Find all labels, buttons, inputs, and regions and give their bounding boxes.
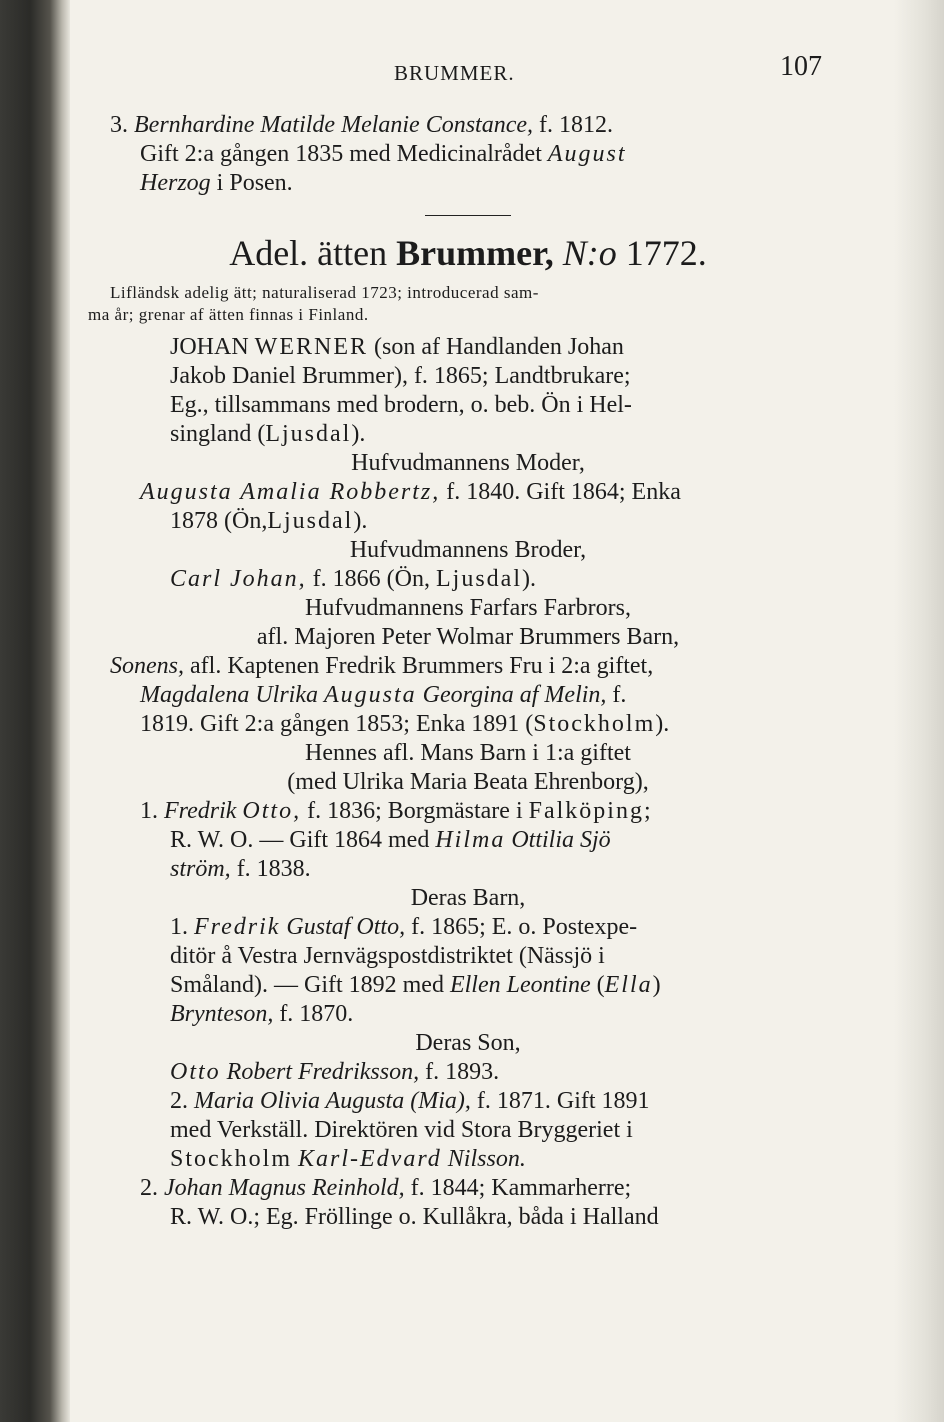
entry-text: ). [522,566,536,592]
person-name: Ellen Leontine [449,972,591,998]
person-name: Augusta Amalia Robbertz, [140,479,441,505]
entry-text: f. 1838. [236,856,311,882]
entry-text: Gift 2:a gången 1835 med Medicinalrådet [140,141,542,167]
subheading: (med Ulrika Maria Beata Ehrenborg), [287,769,649,795]
person-name: Nilsson. [447,1146,526,1172]
entry-text: ). [351,421,366,447]
person-name: Fredrik [164,798,237,824]
entry-line [110,1144,826,1173]
entry-line [110,854,826,883]
entry-bernhardine [110,110,826,197]
entry-line: R. W. O.; Eg. Fröllinge o. Kullåkra, båda i Halland [170,1204,659,1230]
person-name: Brynteson, [170,1001,274,1027]
title-text: N:o [562,233,617,273]
entry-text: (son af Handlanden Johan [374,334,624,360]
entry-text: singland ( [170,421,266,447]
person-name: Augusta [323,682,417,708]
entry-text: JOHAN [170,334,249,360]
entry-line [110,709,826,738]
entry-text: f. 1836; Borgmästare i [307,798,523,824]
entry-number: 2. [140,1175,158,1201]
subheading: Hufvudmannens Moder, [351,450,585,476]
entry-maria-olivia [110,1086,826,1173]
subheading: Hennes afl. Mans Barn i 1:a giftet [305,740,631,766]
entry-line [110,651,826,680]
entry-fredrik-gustaf [110,912,826,1028]
entry-text: f. 1844; Kammarherre; [410,1175,632,1201]
entry-line [110,477,826,506]
entry-text: f. 1865; E. o. Postexpe- [411,914,638,940]
page-number: 107 [780,51,822,82]
entry-text: f. 1812. [539,112,614,138]
entry-line [110,419,826,448]
person-name: Bernhardine Matilde Melanie Constance, [134,112,534,138]
person-name: August [547,141,627,167]
person-name: WERNER [254,334,368,360]
entry-text: ). [353,508,368,534]
entry-text: ) [652,972,661,998]
page-header [110,52,826,92]
entry-text: 1878 (Ön, [170,508,268,534]
entry-text: f. 1840. Gift 1864; Enka [446,479,681,505]
subheading: afl. Majoren Peter Wolmar Brummers Barn, [256,624,680,650]
entry-line [110,168,826,197]
entry-line [110,999,826,1028]
section-description: Lifländsk adelig ätt; naturaliserad 1723; introducerad sam- [110,283,539,302]
person-name: Ottilia Sjö [511,827,611,853]
entry-fredrik-otto [110,796,826,883]
place-name: Stockholm [170,1146,293,1172]
entry-line [110,1086,826,1115]
entry-line [110,796,826,825]
entry-text: f. 1866 (Ön, [312,566,430,592]
place-name: Ljusdal [265,421,352,447]
person-name: Ella [604,972,653,998]
person-name: Herzog [140,170,211,196]
entry-number: 1. [170,914,188,940]
entry-text: i Posen. [216,170,293,196]
person-name: Karl-Edvard [298,1146,442,1172]
entry-text: ( [596,972,605,998]
entry-line [110,506,826,535]
subheading: Hufvudmannens Farfars Farbrors, [305,595,631,621]
section-title [110,230,826,278]
person-name: ström, [170,856,231,882]
running-head: BRUMMER. [394,61,515,85]
entry-number: 3. [110,112,128,138]
entry-line: Jakob Daniel Brummer), f. 1865; Landtbrukare; [170,363,631,389]
entry-text: R. W. O. — Gift 1864 med [170,827,430,853]
entry-text: ; [643,798,651,824]
person-name: Fredrik [194,914,281,940]
entry-text: f. 1870. [279,1001,354,1027]
section-divider [425,215,511,216]
family-name: Brummer, [396,233,554,273]
entry-label: Sonens, [110,653,184,679]
title-text: Adel. ätten [229,233,388,273]
section-description: ma år; grenar af ätten finnas i Finland. [88,305,369,324]
person-name: Johan Magnus Reinhold, [164,1175,405,1201]
book-binding-shadow [0,0,70,1422]
entry-line [110,912,826,941]
entry-line [110,1057,826,1086]
entry-line: Eg., tillsammans med brodern, o. beb. Ön i Hel- [170,392,632,418]
entry-line [110,332,826,361]
entry-line [110,970,826,999]
place-name: Falköping [528,798,644,824]
entry-line [110,680,826,709]
entry-line [110,825,826,854]
place-name: Ljusdal [436,566,522,592]
entry-johan-magnus [110,1173,826,1231]
subheading: Deras Barn, [410,885,526,911]
entry-text: 1819. Gift 2:a gången 1853; Enka 1891 ( [140,711,534,737]
person-name: Gustaf Otto, [286,914,406,940]
entry-line [110,139,826,168]
entry-line [110,564,826,593]
person-name: Hilma [435,827,506,853]
entry-line: med Verkställ. Direktören vid Stora Bryggeriet i [170,1117,633,1143]
person-name: Robert Fredriksson, [226,1059,420,1085]
entry-text: f. [612,682,627,708]
person-name: Georgina af Melin, [422,682,607,708]
entry-line: ditör å Vestra Jernvägspostdistriktet (Nässjö i [170,943,605,969]
person-name: Magdalena Ulrika [140,682,318,708]
title-number: 1772. [625,233,707,273]
entry-line [110,1173,826,1202]
subheading: Deras Son, [415,1030,521,1056]
person-name: Otto, [242,798,302,824]
entry-number: 2. [170,1088,188,1114]
page-edge-shadow [894,0,944,1422]
entry-text: ). [655,711,670,737]
entry-johan-werner [110,332,826,448]
person-name: Carl Johan, [170,566,307,592]
subheading: Hufvudmannens Broder, [349,537,587,563]
book-page [88,51,826,1231]
entry-text: f. 1893. [425,1059,500,1085]
entry-text: Småland). — Gift 1892 med [170,972,444,998]
entry-text: f. 1871. Gift 1891 [476,1088,650,1114]
person-name: Maria Olivia Augusta (Mia), [194,1088,471,1114]
person-name: Otto [170,1059,221,1085]
entry-number: 1. [140,798,158,824]
entry-line [110,110,826,139]
place-name: Stockholm [533,711,656,737]
entry-text: afl. Kaptenen Fredrik Brummers Fru i 2:a giftet, [190,653,654,679]
place-name: Ljusdal [267,508,354,534]
